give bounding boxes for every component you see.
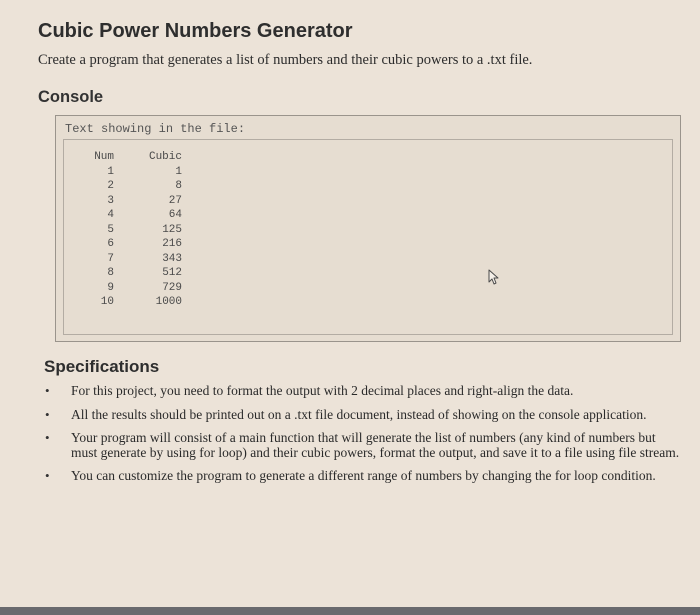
bottom-edge-strip [0, 607, 700, 615]
cubic-cell: 1 [175, 165, 182, 178]
bullet-icon: • [45, 468, 50, 483]
cubic-cell: 27 [168, 194, 182, 207]
output-table-row [80, 281, 182, 296]
output-table-row [80, 208, 182, 223]
num-cell: 7 [107, 252, 114, 265]
spec-item [0, 431, 700, 460]
bullet-icon: • [45, 383, 50, 398]
cubic-cell: 216 [162, 238, 182, 250]
num-cell: 5 [107, 223, 114, 236]
cubic-cell: 8 [175, 180, 182, 192]
spec-item-text: Your program will consist of a main function that will generate the list of numbers (any kind of numbers but must generate by using for loop) and their cubic powers, format the output, and save it to a file using file stream. [71, 430, 680, 460]
page-title: Cubic Power Numbers Generator [38, 20, 353, 42]
bullet-icon: • [45, 406, 50, 422]
spec-item-text: You can customize the program to generate a different range of numbers by changing the for loop condition. [71, 468, 656, 483]
header-cubic: Cubic [148, 151, 182, 163]
num-cell: 4 [107, 209, 114, 221]
cubic-cell: 64 [168, 209, 182, 221]
output-table-row [80, 165, 182, 180]
console-label: Text showing in the file: [65, 122, 246, 136]
spec-item [0, 408, 700, 423]
cubic-cell: 729 [162, 281, 182, 294]
output-table-row [80, 295, 182, 310]
mouse-pointer-icon [486, 269, 500, 285]
output-table-row [80, 179, 182, 194]
spec-item-text: For this project, you need to format the output with 2 decimal places and right-align the data. [71, 383, 574, 398]
console-heading: Console [38, 88, 104, 106]
num-cell: 6 [107, 238, 114, 250]
output-table-row [80, 252, 182, 267]
page-subtitle: Create a program that generates a list of numbers and their cubic powers to a .txt file. [38, 52, 533, 68]
num-cell: 8 [107, 267, 114, 279]
specifications-list [0, 384, 700, 493]
output-table-body [80, 165, 182, 310]
cubic-cell: 125 [162, 223, 182, 236]
spec-item [0, 384, 700, 399]
console-panel [55, 115, 681, 342]
cubic-cell: 343 [162, 252, 182, 265]
bullet-icon: • [45, 430, 50, 445]
spec-item [0, 469, 700, 484]
num-cell: 3 [107, 194, 114, 207]
output-table-row [80, 223, 182, 238]
output-table-header-row [80, 150, 182, 165]
num-cell: 9 [107, 281, 114, 294]
spec-item-text: All the results should be printed out on a .txt file document, instead of showing on the console application. [71, 406, 647, 422]
num-cell: 1 [107, 165, 114, 178]
output-table-row [80, 266, 182, 281]
cubic-cell: 1000 [155, 296, 182, 308]
file-output-box [63, 139, 673, 335]
output-table-row [80, 237, 182, 252]
num-cell: 2 [107, 180, 114, 192]
cubic-cell: 512 [162, 267, 182, 279]
num-cell: 10 [100, 296, 114, 308]
header-num: Num [94, 151, 114, 163]
output-table-row [80, 194, 182, 209]
output-table [80, 150, 182, 310]
specifications-heading: Specifications [44, 357, 160, 376]
